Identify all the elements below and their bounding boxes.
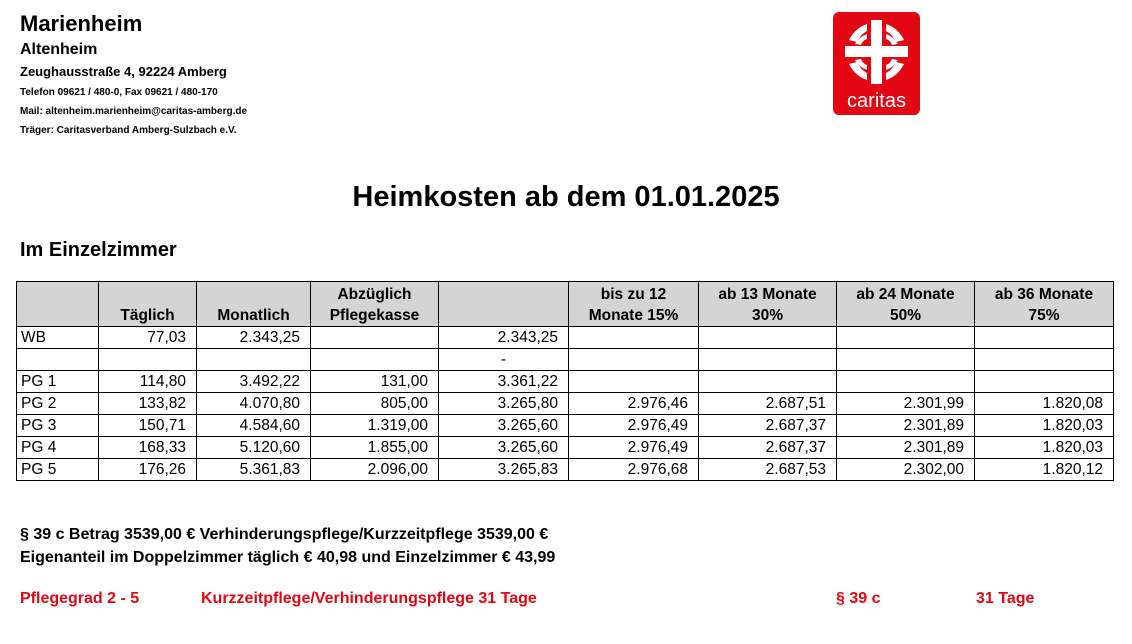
table-cell: 3.265,60 [439, 415, 569, 437]
footer-paragraph: § 39 c [836, 590, 881, 607]
caritas-cross-icon [833, 12, 920, 92]
org-address: Zeughausstraße 4, 92224 Amberg [20, 64, 227, 79]
table-cell [569, 327, 699, 349]
table-cell: 2.301,89 [837, 437, 975, 459]
note-paragraph-39c: § 39 c Betrag 3539,00 € Verhinderungspflege/Kurzzeitpflege 3539,00 € [20, 526, 549, 543]
table-cell [699, 371, 837, 393]
table-cell [311, 349, 439, 371]
org-phone: Telefon 09621 / 480-0, Fax 09621 / 480-170 [20, 87, 218, 98]
table-row [17, 371, 1114, 393]
table-row [17, 327, 1114, 349]
column-header-0 [17, 282, 99, 327]
row-label-cell: PG 4 [17, 437, 99, 459]
table-cell: 2.687,37 [699, 415, 837, 437]
cost-table [16, 281, 1114, 489]
table-cell: 2.096,00 [311, 459, 439, 481]
footer-care-level: Pflegegrad 2 - 5 [20, 590, 140, 607]
column-header-4 [439, 282, 569, 327]
table-cell: 2.976,49 [569, 415, 699, 437]
section-heading: Im Einzelzimmer [20, 239, 177, 261]
table-cell: 3.361,22 [439, 371, 569, 393]
column-header-5: bis zu 12 Monate 15% [569, 282, 699, 327]
table-cell: 2.343,25 [439, 327, 569, 349]
row-label-cell: WB [17, 327, 99, 349]
org-subtitle: Altenheim [20, 41, 98, 58]
footer-days: 31 Tage [976, 590, 1035, 607]
table-cell [975, 327, 1114, 349]
table-cell: 133,82 [99, 393, 197, 415]
table-cell [197, 349, 311, 371]
row-label-cell: PG 2 [17, 393, 99, 415]
column-header-8: ab 36 Monate 75% [975, 282, 1114, 327]
table-cell: 2.301,89 [837, 415, 975, 437]
table-cell [837, 371, 975, 393]
column-header-2: Monatlich [197, 282, 311, 327]
table-cell [569, 371, 699, 393]
letterhead [20, 10, 247, 138]
row-label-cell: PG 3 [17, 415, 99, 437]
org-mail: Mail: altenheim.marienheim@caritas-amberg.de [20, 106, 248, 117]
page-title: Heimkosten ab dem 01.01.2025 [352, 181, 780, 213]
table-cell [837, 349, 975, 371]
table-cell: 4.070,80 [197, 393, 311, 415]
table-cell: 2.301,99 [837, 393, 975, 415]
table-cell: 2.976,46 [569, 393, 699, 415]
table-cell: 3.265,83 [439, 459, 569, 481]
table-bottom-spacer [17, 481, 1114, 490]
column-header-7: ab 24 Monate 50% [837, 282, 975, 327]
table-cell: 2.687,53 [699, 459, 837, 481]
table-row [17, 393, 1114, 415]
column-header-6: ab 13 Monate 30% [699, 282, 837, 327]
table-cell: 1.855,00 [311, 437, 439, 459]
table-cell: 131,00 [311, 371, 439, 393]
table-cell: 2.976,49 [569, 437, 699, 459]
org-name: Marienheim [20, 11, 143, 36]
table-cell [699, 327, 837, 349]
footer-short-term-care: Kurzzeitpflege/Verhinderungspflege 31 Tage [201, 590, 537, 607]
table-cell [975, 349, 1114, 371]
column-header-3: Abzüglich Pflegekasse [311, 282, 439, 327]
table-cell: 114,80 [99, 371, 197, 393]
table-cell: 168,33 [99, 437, 197, 459]
table-cell: 1.820,12 [975, 459, 1114, 481]
table-row [17, 349, 1114, 371]
org-carrier: Träger: Caritasverband Amberg-Sulzbach e.V. [20, 125, 237, 136]
row-label-cell: PG 1 [17, 371, 99, 393]
table-cell: 5.120,60 [197, 437, 311, 459]
table-cell: 150,71 [99, 415, 197, 437]
table-cell: 2.302,00 [837, 459, 975, 481]
table-cell [837, 327, 975, 349]
table-row [17, 415, 1114, 437]
table-cell [569, 349, 699, 371]
table-row [17, 459, 1114, 481]
table-cell: 2.976,68 [569, 459, 699, 481]
table-cell: - [439, 349, 569, 371]
table-cell: 1.319,00 [311, 415, 439, 437]
table-cell: 2.687,51 [699, 393, 837, 415]
table-cell: 3.265,80 [439, 393, 569, 415]
caritas-logo [833, 12, 920, 115]
table-cell: 1.820,03 [975, 437, 1114, 459]
caritas-logo-text: caritas [847, 90, 906, 112]
table-cell: 4.584,60 [197, 415, 311, 437]
table-cell: 5.361,83 [197, 459, 311, 481]
table-cell: 3.265,60 [439, 437, 569, 459]
row-label-cell: PG 5 [17, 459, 99, 481]
table-cell [311, 327, 439, 349]
table-row [17, 437, 1114, 459]
note-own-contribution: Eigenanteil im Doppelzimmer täglich € 40,98 und Einzelzimmer € 43,99 [20, 549, 556, 566]
table-cell: 3.492,22 [197, 371, 311, 393]
table-body [17, 327, 1114, 481]
table-cell: 1.820,03 [975, 415, 1114, 437]
table-cell [699, 349, 837, 371]
table-cell: 805,00 [311, 393, 439, 415]
table-cell [975, 371, 1114, 393]
table-cell: 2.343,25 [197, 327, 311, 349]
table-cell: 77,03 [99, 327, 197, 349]
table-header-row [17, 282, 1114, 327]
table-cell: 2.687,37 [699, 437, 837, 459]
table-cell [99, 349, 197, 371]
column-header-1: Täglich [99, 282, 197, 327]
table-cell: 176,26 [99, 459, 197, 481]
table-cell: 1.820,08 [975, 393, 1114, 415]
row-label-cell [17, 349, 99, 371]
